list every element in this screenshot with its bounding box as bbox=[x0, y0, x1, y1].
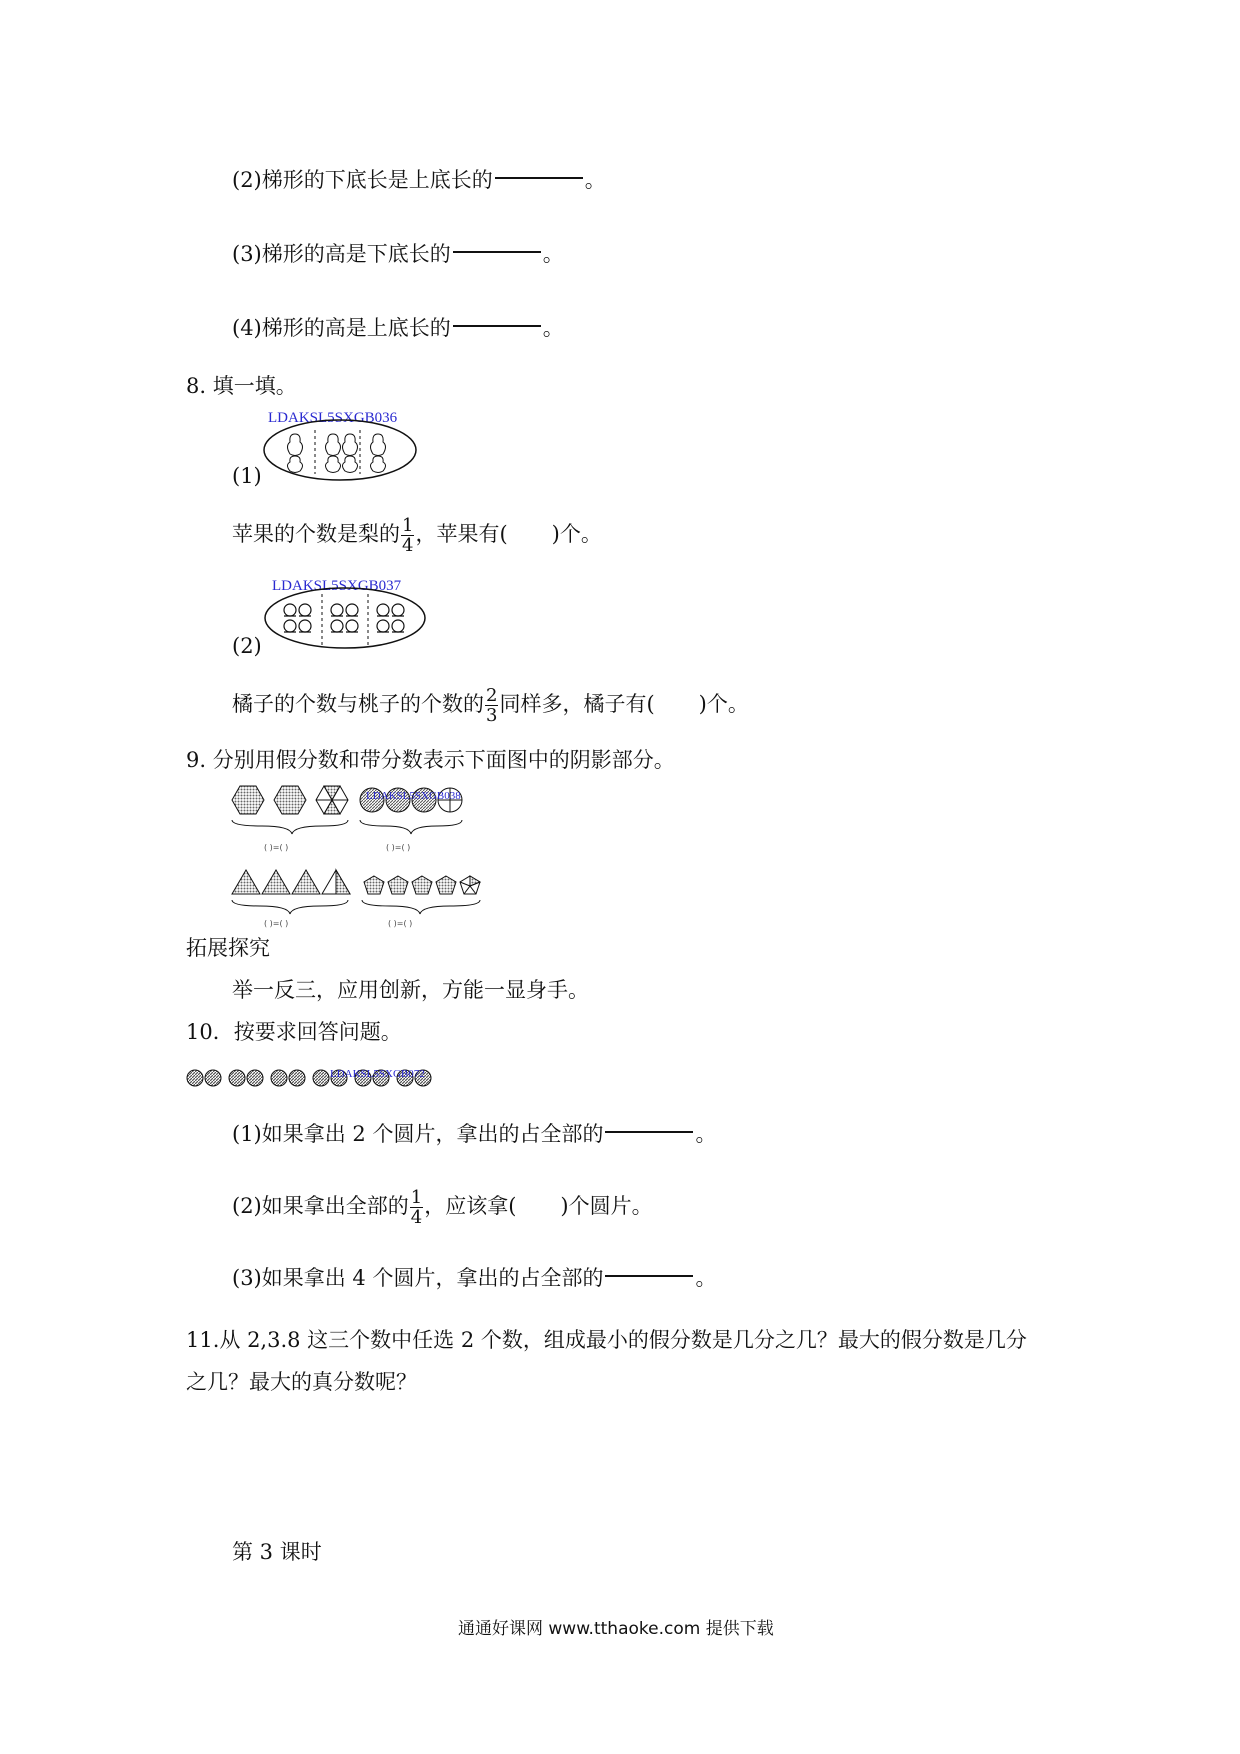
q10-item1 bbox=[232, 1120, 716, 1148]
pear-icon bbox=[288, 434, 386, 473]
pear-group-figure bbox=[260, 412, 420, 484]
fraction bbox=[401, 516, 414, 555]
q8-sub1-label: (1) bbox=[232, 464, 262, 488]
shaded-shapes-figure bbox=[228, 782, 488, 928]
denominator: 4 bbox=[402, 535, 414, 556]
answer-blank[interactable]: ( )=( ) bbox=[386, 843, 411, 852]
q10-item3 bbox=[232, 1264, 716, 1292]
q8-sub1-question bbox=[232, 516, 602, 555]
fraction bbox=[410, 1188, 423, 1227]
q7-item3-text: (3)梯形的高是下底长的 bbox=[232, 242, 451, 266]
numerator: 1 bbox=[402, 515, 414, 536]
period: 。 bbox=[542, 242, 564, 266]
period: 。 bbox=[542, 316, 564, 340]
hexagon-icon bbox=[232, 786, 348, 814]
answer-blank[interactable] bbox=[605, 1131, 693, 1133]
q8-sub1-text-c: )个。 bbox=[551, 522, 602, 546]
q10-title: 10．按要求回答问题。 bbox=[186, 1020, 402, 1044]
q10-item2-text: (2)如果拿出全部的 bbox=[232, 1194, 409, 1218]
section-motto: 举一反三，应用创新，方能一显身手。 bbox=[232, 978, 589, 1002]
period: 。 bbox=[584, 168, 606, 192]
q10-item2-text-b: ，应该拿( bbox=[424, 1194, 517, 1218]
answer-blank[interactable] bbox=[453, 325, 541, 327]
q8-sub1-text: 苹果的个数是梨的 bbox=[232, 522, 400, 546]
q10-item2 bbox=[232, 1188, 653, 1227]
answer-blank[interactable]: ( )=( ) bbox=[264, 843, 289, 852]
figure-watermark: LDAKSL5SXGB037 bbox=[272, 578, 402, 594]
numerator: 2 bbox=[486, 685, 498, 706]
q8-sub2-question bbox=[232, 686, 749, 725]
fruit-group-figure bbox=[262, 580, 428, 652]
q8-title: 8. 填一填。 bbox=[186, 374, 297, 398]
lesson-heading: 第 3 课时 bbox=[232, 1540, 322, 1564]
denominator: 4 bbox=[410, 1207, 423, 1228]
numerator: 1 bbox=[410, 1187, 423, 1208]
fruit-icon bbox=[284, 604, 404, 632]
q10-item3-text: (3)如果拿出 4 个圆片，拿出的占全部的 bbox=[232, 1266, 604, 1290]
denominator: 3 bbox=[486, 705, 498, 726]
answer-blank[interactable] bbox=[605, 1275, 693, 1277]
q7-item4 bbox=[232, 314, 564, 342]
q8-sub2-text-b: 同样多，橘子有( bbox=[499, 692, 655, 716]
q8-sub1-text-b: ，苹果有( bbox=[415, 522, 508, 546]
answer-blank[interactable]: ( )=( ) bbox=[388, 919, 413, 928]
fraction bbox=[485, 686, 498, 725]
pentagon-icon bbox=[364, 876, 480, 894]
answer-blank[interactable]: ( )=( ) bbox=[264, 919, 289, 928]
figure-watermark: LDAKSL5SXGB072 bbox=[330, 1068, 425, 1080]
q8-sub2-text: 橘子的个数与桃子的个数的 bbox=[232, 692, 484, 716]
figure-watermark: LDAKSL5SXGB036 bbox=[268, 410, 398, 426]
q11-line2: 之几？最大的真分数呢？ bbox=[186, 1370, 417, 1394]
period: 。 bbox=[695, 1122, 717, 1146]
q7-item4-text: (4)梯形的高是上底长的 bbox=[232, 316, 451, 340]
page-footer: 通通好课网 www.tthaoke.com 提供下载 bbox=[458, 1619, 774, 1639]
q9-title: 9. 分别用假分数和带分数表示下面图中的阴影部分。 bbox=[186, 748, 675, 772]
q10-item2-text-c: )个圆片。 bbox=[560, 1194, 653, 1218]
q8-sub2-text-c: )个。 bbox=[698, 692, 749, 716]
answer-blank[interactable] bbox=[495, 177, 583, 179]
answer-blank[interactable] bbox=[453, 251, 541, 253]
section-heading: 拓展探究 bbox=[186, 936, 270, 960]
period: 。 bbox=[695, 1266, 717, 1290]
q7-item3 bbox=[232, 240, 564, 268]
q7-item2 bbox=[232, 166, 606, 194]
figure-watermark: LDAKSL5SXGB038 bbox=[366, 790, 461, 802]
q11-line1: 11.从 2,3.8 这三个数中任选 2 个数，组成最小的假分数是几分之几？最大的假分数是几分 bbox=[186, 1328, 1027, 1352]
q10-item1-text: (1)如果拿出 2 个圆片，拿出的占全部的 bbox=[232, 1122, 604, 1146]
q7-item2-text: (2)梯形的下底长是上底长的 bbox=[232, 168, 493, 192]
q8-sub2-label: (2) bbox=[232, 634, 262, 658]
triangle-icon bbox=[232, 870, 350, 894]
